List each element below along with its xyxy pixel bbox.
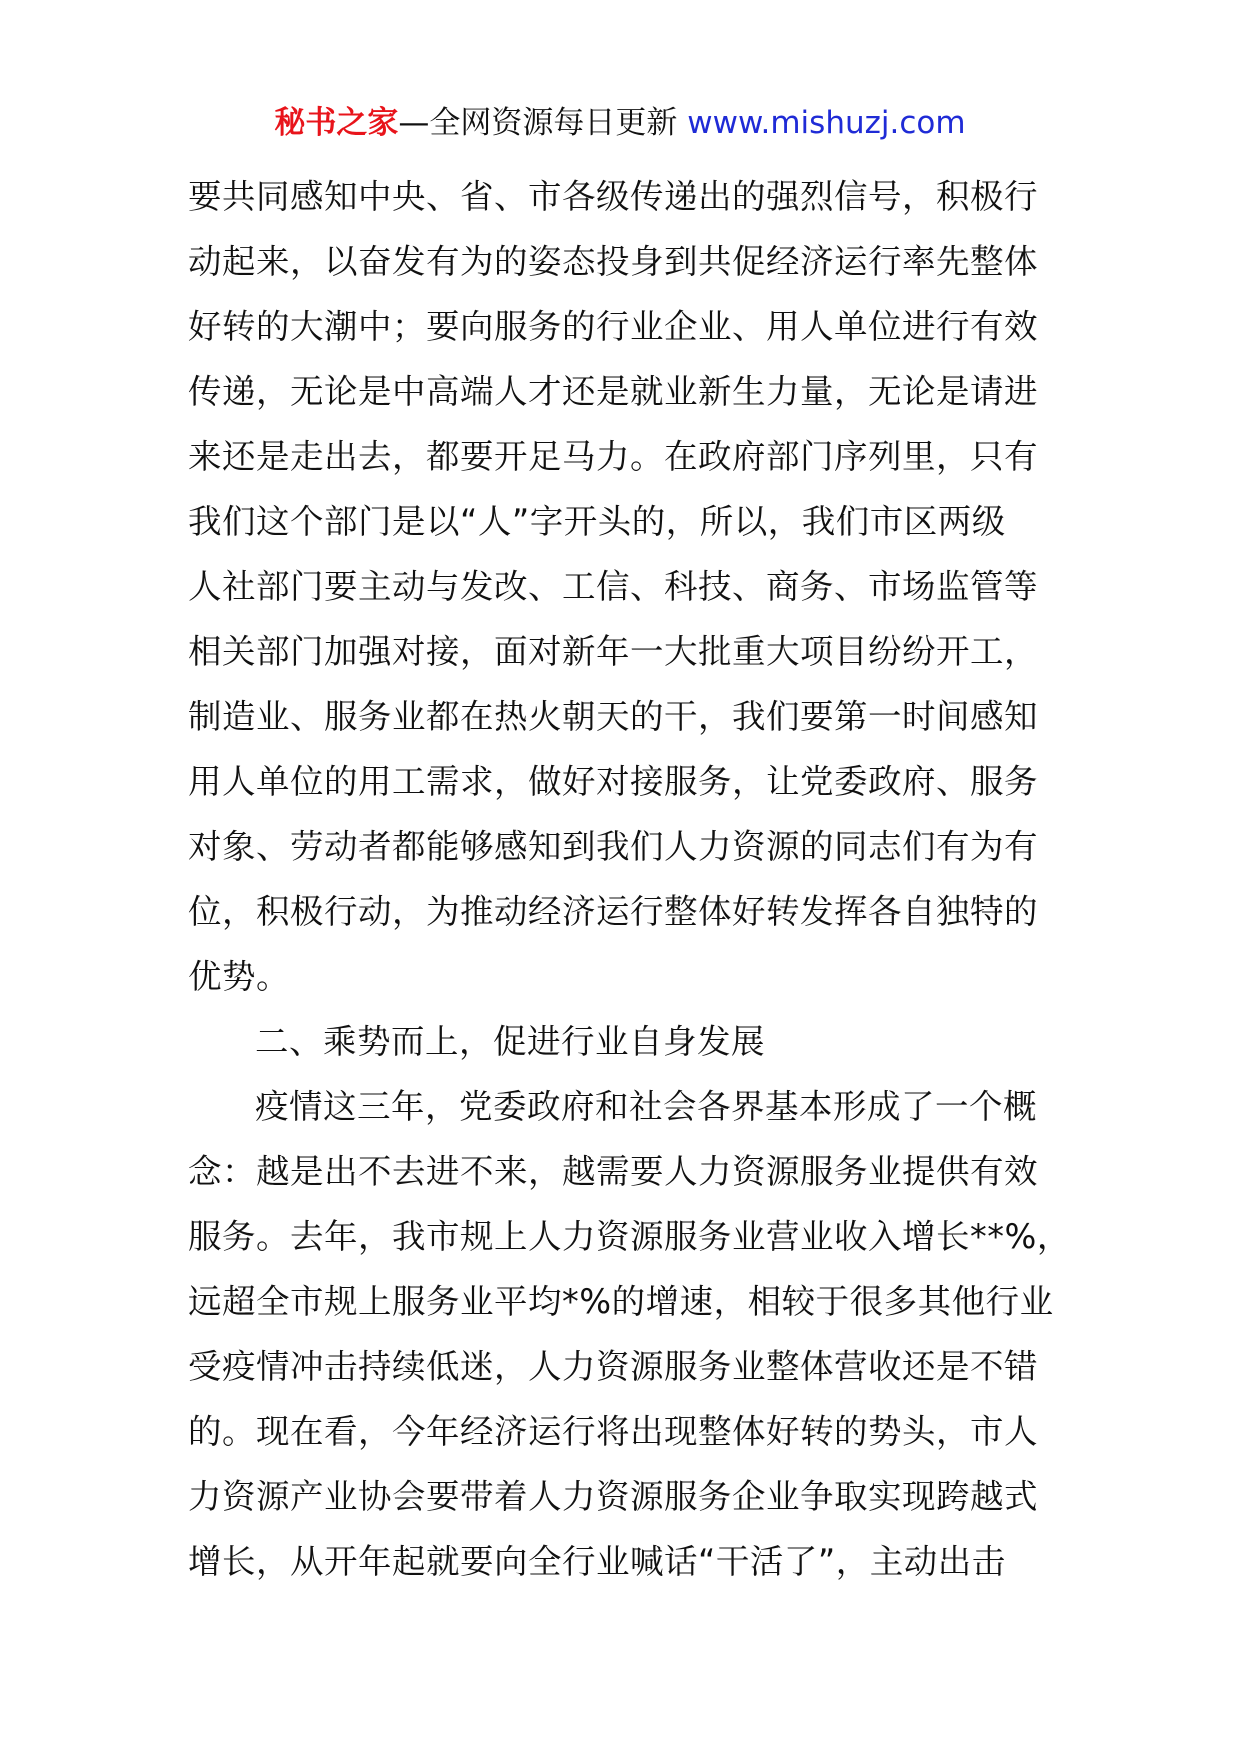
paragraph-line: 动起来，以奋发有为的姿态投身到共促经济运行率先整体 — [188, 242, 1038, 281]
paragraph-line: 制造业、服务业都在热火朝天的干，我们要第一时间感知 — [188, 697, 1038, 736]
document-body — [188, 164, 1071, 1594]
paragraph-line: 的。现在看，今年经济运行将出现整体好转的势头，市人 — [188, 1412, 1038, 1451]
paragraph-line: 远超全市规上服务业平均*%的增速，相较于很多其他行业 — [188, 1282, 1054, 1321]
paragraph-line: 力资源产业协会要带着人力资源服务企业争取实现跨越式 — [188, 1477, 1038, 1516]
paragraph-line: 用人单位的用工需求，做好对接服务，让党委政府、服务 — [188, 762, 1038, 801]
paragraph-line: 服务。去年，我市规上人力资源服务业营业收入增长**%， — [188, 1217, 1071, 1256]
site-tagline: —全网资源每日更新 — [398, 105, 688, 141]
paragraph-line: 传递，无论是中高端人才还是就业新生力量，无论是请进 — [188, 372, 1038, 411]
paragraph-line: 位，积极行动，为推动经济运行整体好转发挥各自独特的 — [188, 892, 1038, 931]
paragraph-line: 来还是走出去，都要开足马力。在政府部门序列里，只有 — [188, 437, 1038, 476]
page-header — [0, 100, 1240, 146]
paragraph-line: 我们这个部门是以“人”字开头的，所以，我们市区两级 — [188, 502, 1006, 541]
paragraph-line: 人社部门要主动与发改、工信、科技、商务、市场监管等 — [188, 567, 1038, 606]
paragraph-line: 要共同感知中央、省、市各级传递出的强烈信号，积极行 — [188, 177, 1038, 216]
paragraph-line: 好转的大潮中；要向服务的行业企业、用人单位进行有效 — [188, 307, 1038, 346]
paragraph-line: 对象、劳动者都能够感知到我们人力资源的同志们有为有 — [188, 827, 1038, 866]
paragraph-line: 念：越是出不去进不来，越需要人力资源服务业提供有效 — [188, 1152, 1038, 1191]
paragraph-line: 优势。 — [188, 957, 290, 996]
paragraph-line: 增长，从开年起就要向全行业喊话“干活了”，主动出击 — [188, 1542, 1006, 1581]
site-brand: 秘书之家 — [274, 105, 399, 141]
site-url-link[interactable]: www.mishuzj.com — [687, 105, 966, 141]
paragraph-line: 受疫情冲击持续低迷，人力资源服务业整体营收还是不错 — [188, 1347, 1038, 1386]
paragraph-line: 疫情这三年，党委政府和社会各界基本形成了一个概 — [255, 1087, 1037, 1126]
paragraph-line: 相关部门加强对接，面对新年一大批重大项目纷纷开工， — [188, 632, 1038, 671]
section-heading: 二、乘势而上，促进行业自身发展 — [255, 1022, 765, 1061]
